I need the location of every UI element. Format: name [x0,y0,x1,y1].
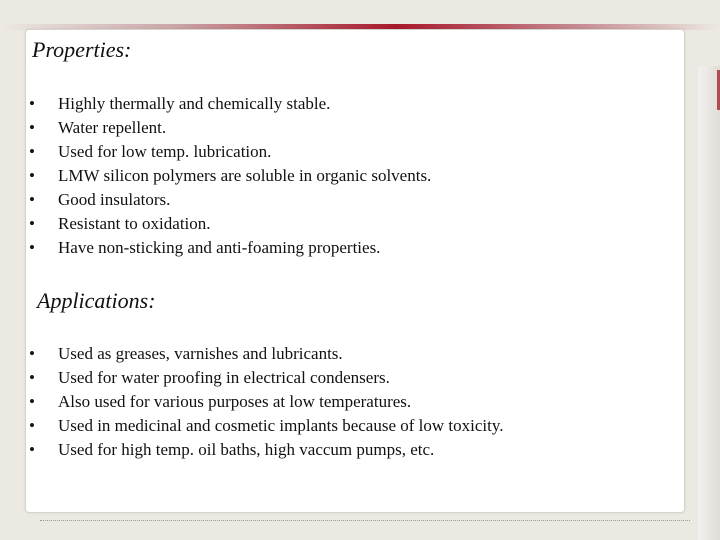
bullet-icon: • [29,166,35,185]
bullet-icon: • [29,416,35,435]
list-item-text: Used in medicinal and cosmetic implants because of low toxicity. [58,416,504,435]
list-item-text: Water repellent. [58,118,167,137]
list-item-text: LMW silicon polymers are soluble in organic solvents. [58,166,432,185]
list-item [29,116,431,140]
list-item-text: Highly thermally and chemically stable. [58,94,331,113]
list-item [29,236,431,260]
bullet-icon: • [29,142,35,161]
applications-heading: Applications: [37,288,156,313]
list-item-text: Resistant to oxidation. [58,214,211,233]
list-item-text: Good insulators. [58,190,171,209]
list-item [29,188,431,212]
bullet-icon: • [29,190,35,209]
bullet-icon: • [29,238,35,257]
properties-list [29,92,431,260]
bullet-icon: • [29,368,35,387]
list-item [29,212,431,236]
list-item [29,342,504,366]
bullet-icon: • [29,344,35,363]
list-item [29,414,504,438]
bullet-icon: • [29,440,35,459]
bottom-divider [40,520,690,521]
list-item-text: Used for low temp. lubrication. [58,142,272,161]
list-item [29,164,431,188]
list-item-text: Used for high temp. oil baths, high vaccum pumps, etc. [58,440,435,459]
list-item [29,366,504,390]
list-item-text: Used as greases, varnishes and lubricants. [58,344,343,363]
list-item [29,390,504,414]
list-item-text: Have non-sticking and anti-foaming properties. [58,238,381,257]
list-item [29,438,504,462]
bullet-icon: • [29,392,35,411]
bullet-icon: • [29,214,35,233]
bullet-icon: • [29,118,35,137]
list-item-text: Used for water proofing in electrical condensers. [58,368,390,387]
list-item-text: Also used for various purposes at low temperatures. [58,392,412,411]
right-edge-panel [698,66,720,540]
list-item [29,140,431,164]
bullet-icon: • [29,94,35,113]
list-item [29,92,431,116]
applications-list [29,342,504,462]
properties-heading: Properties: [32,37,132,62]
